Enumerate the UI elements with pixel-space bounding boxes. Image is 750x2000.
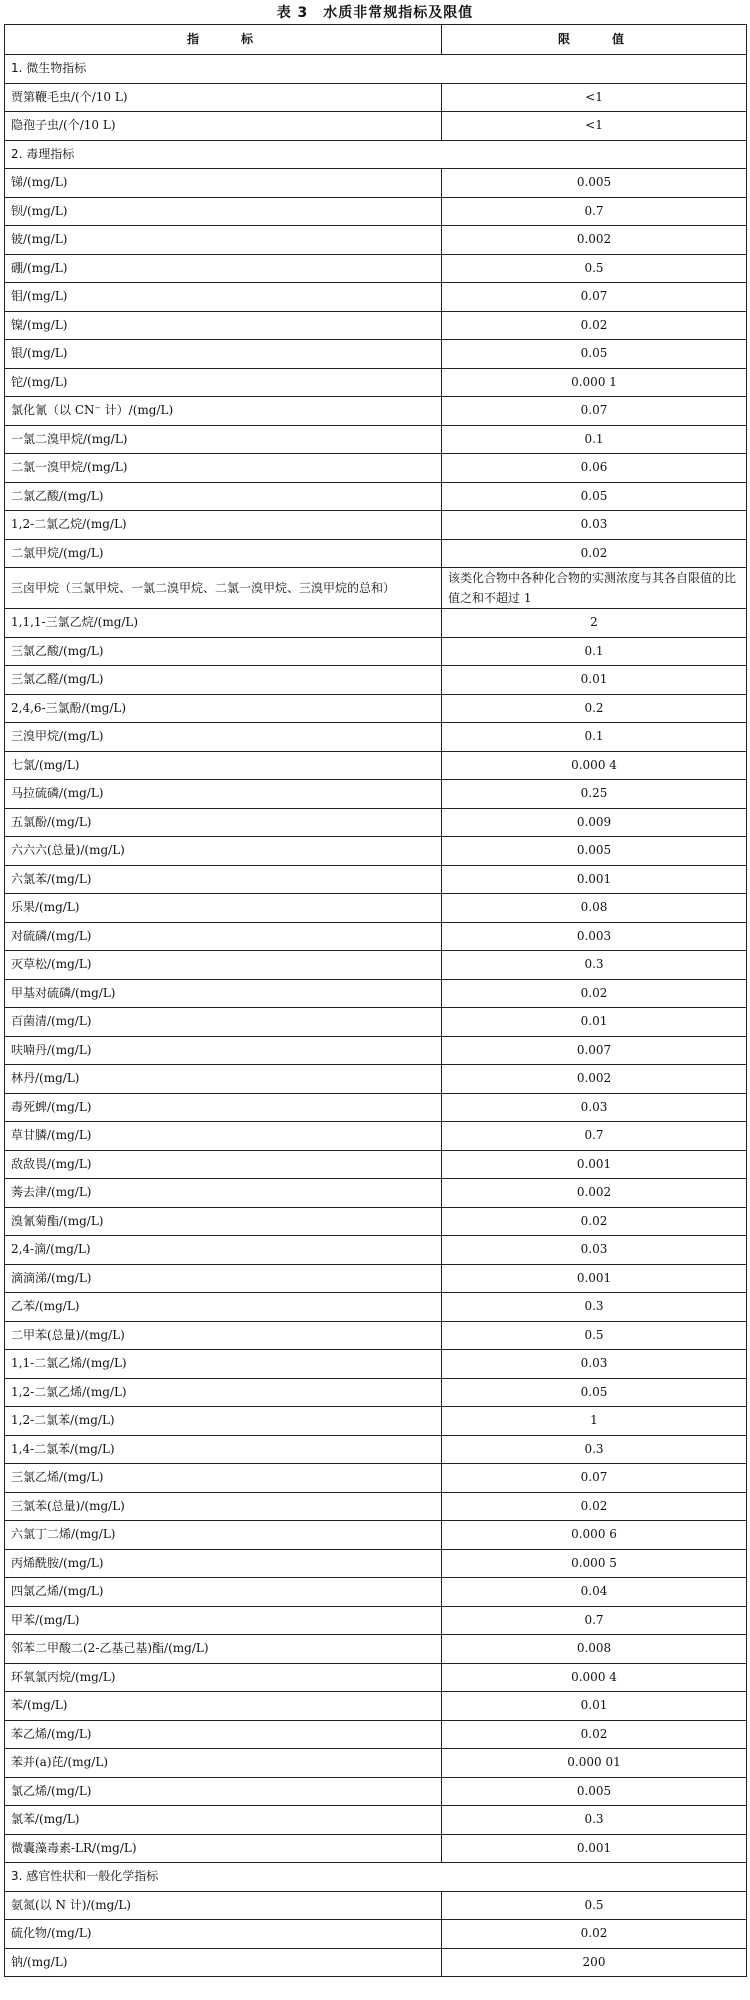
limit-cell: 0.002 (442, 226, 747, 255)
table-row (5, 1435, 747, 1464)
table-row (5, 1236, 747, 1265)
indicator-cell: 微囊藻毒素-LR/(mg/L) (5, 1834, 442, 1863)
table-row (5, 1464, 747, 1493)
table-row (5, 666, 747, 695)
indicator-cell: 银/(mg/L) (5, 340, 442, 369)
indicator-cell: 二氯甲烷/(mg/L) (5, 539, 442, 568)
limit-cell: 0.01 (442, 1008, 747, 1037)
header-indicator: 指 标 (5, 25, 442, 55)
table-row (5, 368, 747, 397)
table-row (5, 951, 747, 980)
limit-cell: 0.07 (442, 283, 747, 312)
limit-cell: <1 (442, 112, 747, 141)
table-row (5, 1036, 747, 1065)
limit-cell: 0.3 (442, 1435, 747, 1464)
indicator-cell: 三氯乙酸/(mg/L) (5, 637, 442, 666)
limit-cell: 0.003 (442, 922, 747, 951)
indicator-cell: 敌敌畏/(mg/L) (5, 1150, 442, 1179)
limit-cell: 0.7 (442, 197, 747, 226)
indicator-cell: 乙苯/(mg/L) (5, 1293, 442, 1322)
limit-cell: 0.000 01 (442, 1749, 747, 1778)
table-row (5, 1150, 747, 1179)
limit-cell: 0.01 (442, 1692, 747, 1721)
table-row (5, 1749, 747, 1778)
indicator-cell: 一氯二溴甲烷/(mg/L) (5, 425, 442, 454)
indicator-cell: 2,4-滴/(mg/L) (5, 1236, 442, 1265)
limit-cell: 0.008 (442, 1635, 747, 1664)
section-row (5, 55, 747, 84)
limit-cell: 该类化合物中各种化合物的实测浓度与其各自限值的比值之和不超过 1 (442, 568, 747, 609)
indicator-cell: 硼/(mg/L) (5, 254, 442, 283)
indicator-cell: 六氯苯/(mg/L) (5, 865, 442, 894)
indicator-cell: 百菌清/(mg/L) (5, 1008, 442, 1037)
indicator-cell: 1,2-二氯苯/(mg/L) (5, 1407, 442, 1436)
table-row (5, 1578, 747, 1607)
limit-cell: 0.5 (442, 1321, 747, 1350)
indicator-cell: 甲基对硫磷/(mg/L) (5, 979, 442, 1008)
limit-cell: 0.2 (442, 694, 747, 723)
table-row (5, 1806, 747, 1835)
indicator-cell: 四氯乙烯/(mg/L) (5, 1578, 442, 1607)
table-row (5, 1378, 747, 1407)
limit-cell: 0.02 (442, 1920, 747, 1949)
table-row (5, 1065, 747, 1094)
table-row (5, 1635, 747, 1664)
table-row (5, 83, 747, 112)
indicator-cell: 氯乙烯/(mg/L) (5, 1777, 442, 1806)
table-row (5, 1777, 747, 1806)
limit-cell: 0.000 4 (442, 751, 747, 780)
indicator-cell: 钠/(mg/L) (5, 1948, 442, 1977)
table-row (5, 723, 747, 752)
indicator-cell: 林丹/(mg/L) (5, 1065, 442, 1094)
header-limit: 限 值 (442, 25, 747, 55)
indicator-cell: 灭草松/(mg/L) (5, 951, 442, 980)
limit-cell: 0.02 (442, 1720, 747, 1749)
limit-cell: 0.7 (442, 1606, 747, 1635)
indicator-cell: 1,1,1-三氯乙烷/(mg/L) (5, 609, 442, 638)
limit-cell: 0.03 (442, 1093, 747, 1122)
indicator-cell: 丙烯酰胺/(mg/L) (5, 1549, 442, 1578)
table-row (5, 922, 747, 951)
limit-cell: 0.002 (442, 1065, 747, 1094)
water-quality-table (4, 24, 747, 1977)
limit-cell: 0.007 (442, 1036, 747, 1065)
limit-cell: 0.3 (442, 1293, 747, 1322)
indicator-cell: 苯/(mg/L) (5, 1692, 442, 1721)
table-row (5, 1350, 747, 1379)
table-row (5, 865, 747, 894)
indicator-cell: 草甘膦/(mg/L) (5, 1122, 442, 1151)
limit-cell: 0.25 (442, 780, 747, 809)
table-row (5, 1663, 747, 1692)
indicator-cell: 苯乙烯/(mg/L) (5, 1720, 442, 1749)
indicator-cell: 乐果/(mg/L) (5, 894, 442, 923)
table-row (5, 1122, 747, 1151)
table-row (5, 1720, 747, 1749)
table-row (5, 112, 747, 141)
indicator-cell: 三氯乙醛/(mg/L) (5, 666, 442, 695)
limit-cell: 0.08 (442, 894, 747, 923)
section-label: 1. 微生物指标 (5, 55, 747, 84)
limit-cell: 0.5 (442, 1891, 747, 1920)
limit-cell: 0.03 (442, 511, 747, 540)
limit-cell: 0.05 (442, 1378, 747, 1407)
table-row (5, 311, 747, 340)
table-row (5, 979, 747, 1008)
table-row (5, 808, 747, 837)
table-row (5, 425, 747, 454)
table-row (5, 609, 747, 638)
table-row (5, 637, 747, 666)
indicator-cell: 环氧氯丙烷/(mg/L) (5, 1663, 442, 1692)
limit-cell: 0.01 (442, 666, 747, 695)
indicator-cell: 铍/(mg/L) (5, 226, 442, 255)
indicator-cell: 二甲苯(总量)/(mg/L) (5, 1321, 442, 1350)
table-row (5, 1549, 747, 1578)
table-row (5, 894, 747, 923)
limit-cell: 0.009 (442, 808, 747, 837)
limit-cell: 0.5 (442, 254, 747, 283)
limit-cell: 0.3 (442, 1806, 747, 1835)
limit-cell: 0.001 (442, 1150, 747, 1179)
table-row (5, 1492, 747, 1521)
limit-cell: 0.3 (442, 951, 747, 980)
section-label: 3. 感官性状和一般化学指标 (5, 1863, 747, 1892)
table-row (5, 511, 747, 540)
indicator-cell: 二氯乙酸/(mg/L) (5, 482, 442, 511)
limit-cell: 2 (442, 609, 747, 638)
indicator-cell: 1,4-二氯苯/(mg/L) (5, 1435, 442, 1464)
limit-cell: 0.000 6 (442, 1521, 747, 1550)
indicator-cell: 1,1-二氯乙烯/(mg/L) (5, 1350, 442, 1379)
limit-cell: 0.02 (442, 979, 747, 1008)
indicator-cell: 硫化物/(mg/L) (5, 1920, 442, 1949)
indicator-cell: 氨氮(以 N 计)/(mg/L) (5, 1891, 442, 1920)
limit-cell: 0.02 (442, 1492, 747, 1521)
table-row (5, 694, 747, 723)
indicator-cell: 莠去津/(mg/L) (5, 1179, 442, 1208)
indicator-cell: 三氯乙烯/(mg/L) (5, 1464, 442, 1493)
table-row (5, 482, 747, 511)
table-row (5, 340, 747, 369)
limit-cell: 0.02 (442, 1207, 747, 1236)
table-row (5, 1264, 747, 1293)
section-row (5, 1863, 747, 1892)
indicator-cell: 钼/(mg/L) (5, 283, 442, 312)
table-row (5, 1321, 747, 1350)
table-row (5, 1407, 747, 1436)
indicator-cell: 氯化氰（以 CN⁻ 计）/(mg/L) (5, 397, 442, 426)
indicator-cell: 毒死蜱/(mg/L) (5, 1093, 442, 1122)
indicator-cell: 五氯酚/(mg/L) (5, 808, 442, 837)
table-row (5, 1948, 747, 1977)
limit-cell: 0.000 1 (442, 368, 747, 397)
table-row (5, 1207, 747, 1236)
table-row (5, 254, 747, 283)
limit-cell: 0.7 (442, 1122, 747, 1151)
section-row (5, 140, 747, 169)
indicator-cell: 氯苯/(mg/L) (5, 1806, 442, 1835)
table-row (5, 539, 747, 568)
table-row (5, 197, 747, 226)
limit-cell: 0.000 5 (442, 1549, 747, 1578)
table-row (5, 568, 747, 609)
limit-cell: <1 (442, 83, 747, 112)
limit-cell: 0.001 (442, 1834, 747, 1863)
indicator-cell: 三溴甲烷/(mg/L) (5, 723, 442, 752)
indicator-cell: 苯并(a)芘/(mg/L) (5, 1749, 442, 1778)
limit-cell: 0.04 (442, 1578, 747, 1607)
indicator-cell: 1,2-二氯乙烷/(mg/L) (5, 511, 442, 540)
indicator-cell: 镍/(mg/L) (5, 311, 442, 340)
table-row (5, 226, 747, 255)
table-row (5, 169, 747, 198)
limit-cell: 0.02 (442, 311, 747, 340)
indicator-cell: 锑/(mg/L) (5, 169, 442, 198)
table-row (5, 283, 747, 312)
limit-cell: 200 (442, 1948, 747, 1977)
indicator-cell: 甲苯/(mg/L) (5, 1606, 442, 1635)
table-row (5, 454, 747, 483)
indicator-cell: 溴氰菊酯/(mg/L) (5, 1207, 442, 1236)
limit-cell: 0.1 (442, 637, 747, 666)
limit-cell: 0.05 (442, 340, 747, 369)
table-row (5, 1692, 747, 1721)
limit-cell: 0.005 (442, 1777, 747, 1806)
limit-cell: 0.1 (442, 425, 747, 454)
indicator-cell: 呋喃丹/(mg/L) (5, 1036, 442, 1065)
limit-cell: 0.000 4 (442, 1663, 747, 1692)
table-row (5, 1920, 747, 1949)
indicator-cell: 1,2-二氯乙烯/(mg/L) (5, 1378, 442, 1407)
table-row (5, 397, 747, 426)
table-row (5, 837, 747, 866)
indicator-cell: 三卤甲烷（三氯甲烷、一氯二溴甲烷、二氯一溴甲烷、三溴甲烷的总和） (5, 568, 442, 609)
indicator-cell: 三氯苯(总量)/(mg/L) (5, 1492, 442, 1521)
limit-cell: 0.07 (442, 1464, 747, 1493)
indicator-cell: 六六六(总量)/(mg/L) (5, 837, 442, 866)
limit-cell: 0.005 (442, 837, 747, 866)
limit-cell: 0.005 (442, 169, 747, 198)
table-row (5, 780, 747, 809)
indicator-cell: 二氯一溴甲烷/(mg/L) (5, 454, 442, 483)
limit-cell: 0.002 (442, 1179, 747, 1208)
indicator-cell: 铊/(mg/L) (5, 368, 442, 397)
indicator-cell: 邻苯二甲酸二(2-乙基己基)酯/(mg/L) (5, 1635, 442, 1664)
indicator-cell: 滴滴涕/(mg/L) (5, 1264, 442, 1293)
table-row (5, 1093, 747, 1122)
table-title: 表 3 水质非常规指标及限值 (276, 5, 474, 21)
indicator-cell: 2,4,6-三氯酚/(mg/L) (5, 694, 442, 723)
limit-cell: 0.07 (442, 397, 747, 426)
indicator-cell: 贾第鞭毛虫/(个/10 L) (5, 83, 442, 112)
limit-cell: 0.03 (442, 1236, 747, 1265)
table-row (5, 1179, 747, 1208)
table-row (5, 1293, 747, 1322)
limit-cell: 0.05 (442, 482, 747, 511)
limit-cell: 0.001 (442, 865, 747, 894)
indicator-cell: 隐孢子虫/(个/10 L) (5, 112, 442, 141)
indicator-cell: 六氯丁二烯/(mg/L) (5, 1521, 442, 1550)
limit-cell: 0.1 (442, 723, 747, 752)
limit-cell: 0.02 (442, 539, 747, 568)
limit-cell: 0.06 (442, 454, 747, 483)
table-row (5, 1008, 747, 1037)
table-header-row (5, 25, 747, 55)
section-label: 2. 毒理指标 (5, 140, 747, 169)
indicator-cell: 马拉硫磷/(mg/L) (5, 780, 442, 809)
table-row (5, 1834, 747, 1863)
table-row (5, 1891, 747, 1920)
indicator-cell: 钡/(mg/L) (5, 197, 442, 226)
indicator-cell: 对硫磷/(mg/L) (5, 922, 442, 951)
limit-cell: 0.03 (442, 1350, 747, 1379)
limit-cell: 1 (442, 1407, 747, 1436)
limit-cell: 0.001 (442, 1264, 747, 1293)
table-row (5, 751, 747, 780)
table-row (5, 1606, 747, 1635)
table-row (5, 1521, 747, 1550)
table-body (5, 55, 747, 1977)
indicator-cell: 七氯/(mg/L) (5, 751, 442, 780)
